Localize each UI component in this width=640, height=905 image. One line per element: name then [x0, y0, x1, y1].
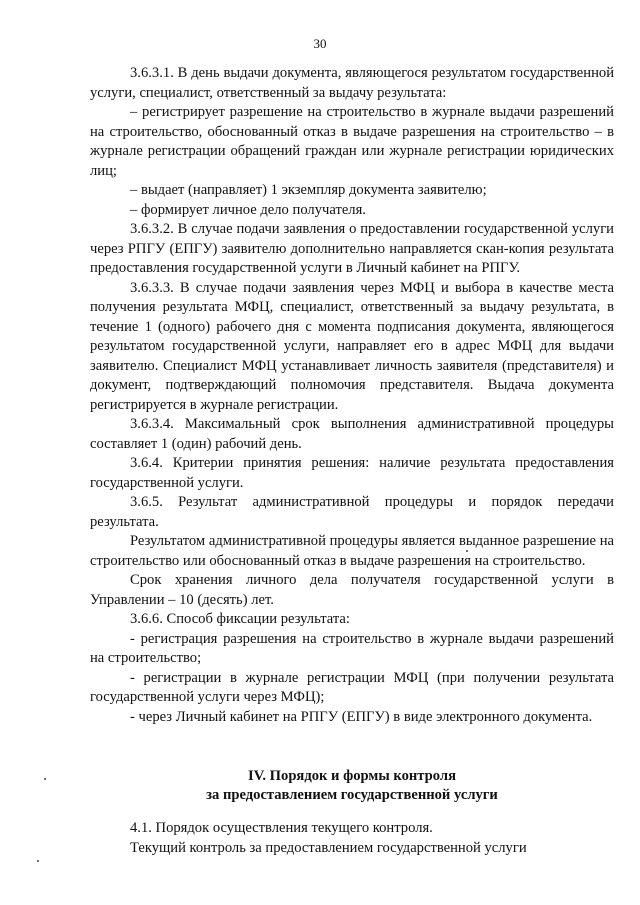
scan-speck: [466, 550, 468, 552]
list-item-mfc: - регистрации в журнале регистрации МФЦ (при получении результата государственной услуги через МФЦ);: [90, 669, 614, 705]
list-item-register: – регистрирует разрешение на строительство в журнале выдачи разрешений на строительство, обоснованный отказ в выдаче разрешения на строительство – в журнале регистрации обращений граждан или журнале регистрации юридических лиц;: [90, 104, 614, 179]
list-item-form-file: – формирует личное дело получателя.: [130, 201, 366, 218]
scan-speck: [37, 860, 39, 862]
paragraph-3-6-6: 3.6.6. Способ фиксации результата:: [130, 611, 350, 627]
list-item-issue: – выдает (направляет) 1 экземпляр документа заявителю;: [130, 182, 487, 198]
list-item-journal: - регистрация разрешения на строительство в журнале выдачи разрешений на строительство;: [90, 630, 614, 666]
list-item-cabinet: - через Личный кабинет на РПГУ (ЕПГУ) в виде электронного документа.: [130, 708, 593, 725]
document-body: [90, 64, 614, 858]
paragraph-4-1: 4.1. Порядок осуществления текущего контроля.: [130, 820, 433, 836]
paragraph-3-6-3-1: 3.6.3.1. В день выдачи документа, являющегося результатом государственной услуги, специалист, ответственный за выдачу результата:: [90, 65, 614, 101]
section-title-line-1: IV. Порядок и формы контроля: [248, 768, 456, 784]
paragraph-3-6-5: 3.6.5. Результат административной процедуры и порядок передачи результата.: [90, 494, 614, 530]
paragraph-3-6-3-4: 3.6.3.4. Максимальный срок выполнения административной процедуры составляет 1 (один) рабочий день.: [90, 416, 614, 452]
paragraph-result: Результатом административной процедуры является выданное разрешение на строительство или обоснованный отказ в выдаче разрешения на строительство.: [90, 533, 614, 569]
paragraph-storage-term: Срок хранения личного дела получателя государственной услуги в Управлении – 10 (десять) лет.: [90, 572, 614, 608]
page-number: 30: [313, 36, 327, 51]
paragraph-3-6-3-3: 3.6.3.3. В случае подачи заявления через МФЦ и выбора в качестве места получения результата МФЦ, специалист, ответственный за выдачу результата, в течение 1 (одного) рабочего дня с момента подписания документа, являющегося результатом государственной услуги, направляет его в адрес МФЦ для выдачи заявителю. Специалист МФЦ устанавливает личность заявителя (представителя) и документ, подтверждающий полномочия представителя. Выдача документа регистрируется в журнале регистрации.: [90, 279, 614, 413]
scan-speck: [44, 778, 46, 780]
section-title-line-2: за предоставлением государственной услуги: [206, 787, 498, 803]
paragraph-3-6-4: 3.6.4. Критерии принятия решения: наличие результата предоставления государственной услуги.: [90, 455, 614, 491]
paragraph-current-control: Текущий контроль за предоставлением государственной услуги: [130, 839, 527, 856]
section-heading: [90, 767, 614, 805]
paragraph-3-6-3-2: 3.6.3.2. В случае подачи заявления о предоставлении государственной услуги через РПГУ (ЕПГУ) заявителю дополнительно направляется скан-копия результата предоставления государственной услуги в Личный кабинет на РПГУ.: [90, 221, 614, 276]
